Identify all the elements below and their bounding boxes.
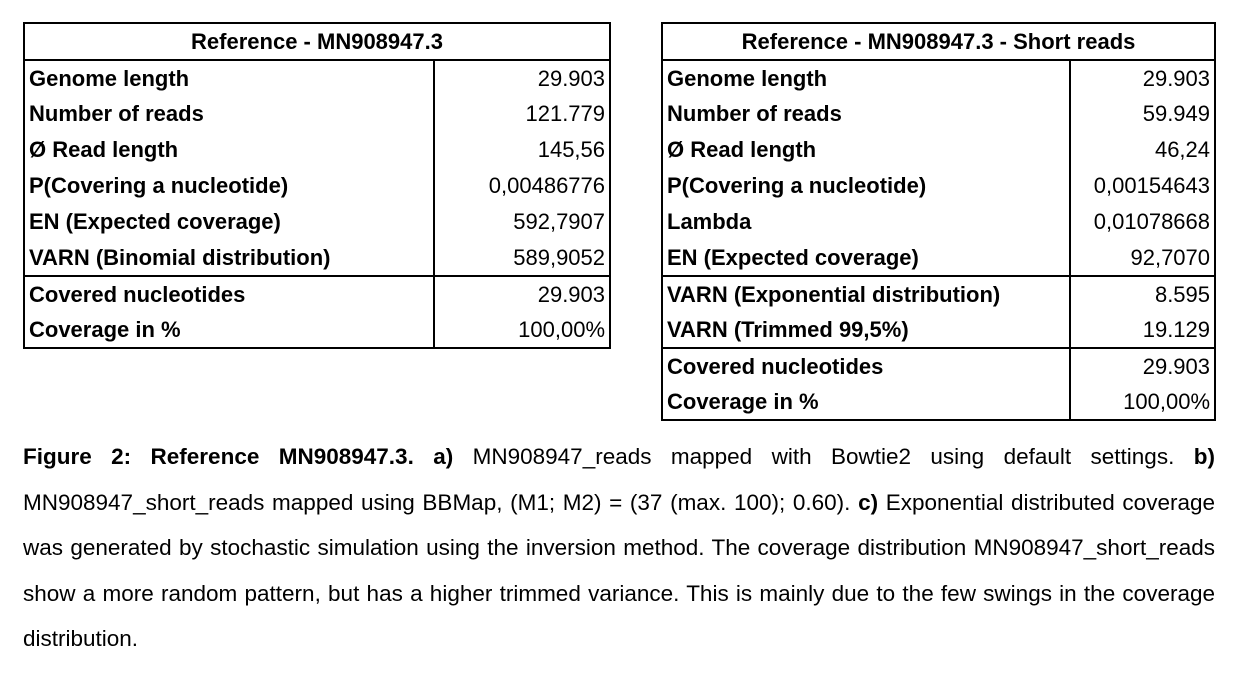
row-value: 29.903 [1070, 348, 1215, 384]
row-label: P(Covering a nucleotide) [24, 168, 434, 204]
row-label: Ø Read length [24, 132, 434, 168]
caption-text-a: MN908947_reads mapped with Bowtie2 using default settings. [472, 444, 1175, 469]
table-header-row [662, 23, 1215, 60]
table-row [662, 312, 1215, 348]
table-row [24, 276, 610, 312]
table-row [662, 276, 1215, 312]
row-value: 19.129 [1070, 312, 1215, 348]
table-row [24, 60, 610, 96]
row-value: 0,00154643 [1070, 168, 1215, 204]
caption-marker-a: a) [433, 444, 454, 469]
row-label: Coverage in % [662, 384, 1070, 420]
table-row [662, 240, 1215, 276]
row-value: 121.779 [434, 96, 610, 132]
table-row [24, 96, 610, 132]
row-label: P(Covering a nucleotide) [662, 168, 1070, 204]
row-label: VARN (Trimmed 99,5%) [662, 312, 1070, 348]
table-row [662, 132, 1215, 168]
row-label: Covered nucleotides [24, 276, 434, 312]
caption-marker-c: c) [858, 489, 879, 515]
table-row [662, 96, 1215, 132]
table-row [662, 60, 1215, 96]
row-label: EN (Expected coverage) [24, 204, 434, 240]
table-row [662, 168, 1215, 204]
table-header-row [24, 23, 610, 60]
row-value: 59.949 [1070, 96, 1215, 132]
table-row [24, 168, 610, 204]
row-value: 0,00486776 [434, 168, 610, 204]
row-label: Coverage in % [24, 312, 434, 348]
table-title: Reference - MN908947.3 - Short reads [662, 23, 1215, 60]
row-value: 145,56 [434, 132, 610, 168]
table-row [662, 348, 1215, 384]
row-value: 29.903 [434, 60, 610, 96]
row-value: 589,9052 [434, 240, 610, 276]
row-label: VARN (Exponential distribution) [662, 276, 1070, 312]
caption-marker-b: b) [1193, 444, 1215, 469]
table-title: Reference - MN908947.3 [24, 23, 610, 60]
row-value: 0,01078668 [1070, 204, 1215, 240]
table-reference-mn908947 [23, 22, 611, 349]
row-label: Genome length [24, 60, 434, 96]
table-row [662, 204, 1215, 240]
table-row [24, 312, 610, 348]
row-label: Lambda [662, 204, 1070, 240]
caption-text-c: Exponential distributed coverage was generated by stochastic simulation using the inversion method. The coverage distribution MN908947_short_reads show a more random pattern, but has a higher trimmed variance. This is mainly due to the few swings in the coverage distribution. [23, 489, 1215, 651]
row-value: 100,00% [434, 312, 610, 348]
row-label: VARN (Binomial distribution) [24, 240, 434, 276]
row-label: Ø Read length [662, 132, 1070, 168]
row-label: Number of reads [24, 96, 434, 132]
table-row [24, 240, 610, 276]
row-label: Number of reads [662, 96, 1070, 132]
table-row [24, 132, 610, 168]
row-label: EN (Expected coverage) [662, 240, 1070, 276]
caption-text-b: MN908947_short_reads mapped using BBMap, (M1; M2) = (37 (max. 100); 0.60). [23, 489, 851, 515]
row-value: 8.595 [1070, 276, 1215, 312]
figure-caption [23, 434, 1215, 662]
row-value: 29.903 [1070, 60, 1215, 96]
table-row [662, 384, 1215, 420]
table-row [24, 204, 610, 240]
row-value: 592,7907 [434, 204, 610, 240]
row-label: Covered nucleotides [662, 348, 1070, 384]
table-reference-mn908947-short-reads [661, 22, 1216, 421]
row-value: 100,00% [1070, 384, 1215, 420]
row-value: 29.903 [434, 276, 610, 312]
row-value: 92,7070 [1070, 240, 1215, 276]
figure-label: Figure 2: Reference MN908947.3. [23, 444, 414, 469]
row-label: Genome length [662, 60, 1070, 96]
row-value: 46,24 [1070, 132, 1215, 168]
